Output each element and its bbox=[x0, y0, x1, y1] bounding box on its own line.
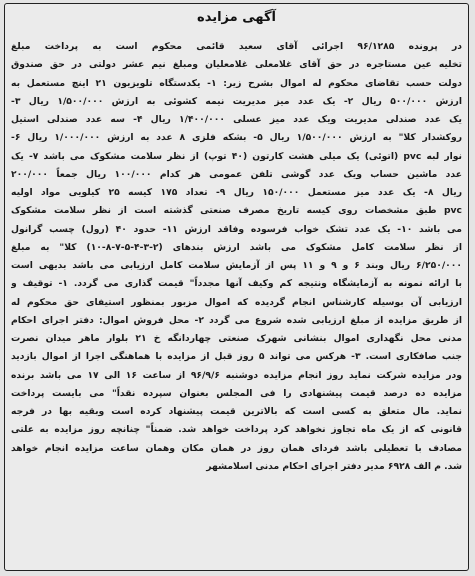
notice-line: شد. م الف ۶۹۲۸ مدیر دفتر اجرای احکام مدنی اسلامشهر bbox=[206, 460, 462, 472]
notice-line: می باشد ۱۰- یک عدد تشک خواب فرسوده وفاقد ارزش ۱۱- حدود ۴۰ (رول) چسب گرانول bbox=[11, 223, 462, 235]
notice-line: مصادف با تعطیلی باشد فردای همان روز در همان مکان وهمان ساعت مزایده انجام خواهد bbox=[11, 442, 462, 454]
notice-line: pvc طبق مشخصات روی کیسه تاریخ مصرف صنعتی گذشته است از نظر سلامت مشکوک bbox=[11, 205, 462, 217]
notice-line: قانونی که از یک ماه تجاوز نخواهد کرد پرداخت خواهد شد. ضمناً" چنانچه روز مزایده به علتی bbox=[11, 424, 462, 436]
notice-line: جنب صافکاری است. ۳- هرکس می تواند ۵ روز قبل از مزایده با هماهنگی اجرا از اموال بازدید bbox=[11, 351, 462, 363]
notice-line: از طریق مزایده از مبلغ ارزیابی شده شروع می گردد ۲- محل فروش اموال: دفتر اجرای احکام bbox=[11, 314, 462, 326]
notice-line: ارزیابی آن بوسیله کارشناس انجام گردیده که اموال مزبور بمنظور استیفای حق محکوم له bbox=[11, 296, 462, 308]
notice-line: مدنی محل نگهداری اموال بنشانی شهرک صنعتی چهاردانگه خ ۲۱ بلوار ماهر میدان نصرت bbox=[11, 333, 462, 344]
notice-line: تخلیه عین مستاجره در حق آقای غلامعلی غلامعلیان ومبلغ نیم عشر دولتی در حق صندوق bbox=[11, 59, 462, 71]
notice-body bbox=[11, 38, 462, 476]
notice-line: با ارائه نمونه به آزمایشگاه ونتیجه کم وکیف آنها مجدداً" قیمت گذاری می گردد. ۱- توقیف و bbox=[11, 278, 462, 290]
notice-line: ارزش ۵۰۰/۰۰۰ ریال ۲- یک عدد میز مدیریت نیمه کشوئی به ارزش ۱/۵۰۰/۰۰۰ ریال ۳- bbox=[11, 95, 462, 107]
notice-line: روکشدار کلا" به ارزش ۱/۵۰۰/۰۰۰ ریال ۵- بشکه فلزی ۸ عدد به ارزش ۱/۰۰۰/۰۰۰ ریال ۶- bbox=[11, 132, 462, 144]
notice-line: ودر مزایده شرکت نماید روز انجام مزایده دوشنبه ۹۶/۹/۶ از ساعت ۱۶ الی ۱۷ می باشد برنده bbox=[11, 369, 462, 381]
notice-line: از نظر سلامت کامل مشکوک می باشد ارزش بندهای (۲-۳-۴-۵-۷-۸-۱۰) کلا" به مبلغ bbox=[11, 241, 462, 253]
notice-line: در پرونده ۹۶/۱۲۸۵ اجرائی آقای سعید قائمی محکوم است به پرداخت مبلغ bbox=[11, 41, 462, 52]
notice-line: مزایده ده درصد قیمت پیشنهادی را فی المجلس بعنوان سپرده نقداً" می بایست پرداخت bbox=[11, 387, 462, 399]
notice-line: ریال ۸- یک عدد میز مستعمل ۱۵۰/۰۰۰ ریال ۹- تعداد ۱۷۵ کیسه ۲۵ کیلویی مواد اولیه bbox=[11, 187, 462, 198]
notice-line: یک عدد صندلی مدیریت ویک عدد میز عسلی ۱/۴۰۰/۰۰۰ ریال ۴- سه عدد صندلی استیل bbox=[11, 114, 462, 125]
notice-line: دولت حسب تقاضای محکوم له اموال بشرح زیر: ۱- یکدستگاه تلویزیون ۲۱ اینچ مستعمل به bbox=[11, 77, 462, 89]
notice-line: ۶/۲۵۰/۰۰۰ ریال وبند ۶ و ۹ و ۱۱ پس از آزمایش سلامت کامل ارزیابی می باشد بدیهی است bbox=[11, 260, 462, 271]
notice-line: عدد ماشین حساب ویک عدد گوشی تلفن عمومی هر کدام ۱۰۰/۰۰۰ ریال جمعاً ۲۰۰/۰۰۰ bbox=[11, 168, 462, 180]
notice-title: آگهی مزایده bbox=[197, 10, 276, 25]
auction-notice bbox=[4, 3, 469, 571]
notice-line: نماید. مال متعلق به کسی است که بالاترین قیمت پیشنهاد کرده است وبقیه بها در فرجه bbox=[11, 406, 462, 417]
notice-line: نوار لبه pvc (اتوئی) یک میلی هشت کارتون (۴۰ توپ) از نظر سلامت مشکوک می باشد ۷- یک bbox=[11, 150, 462, 162]
